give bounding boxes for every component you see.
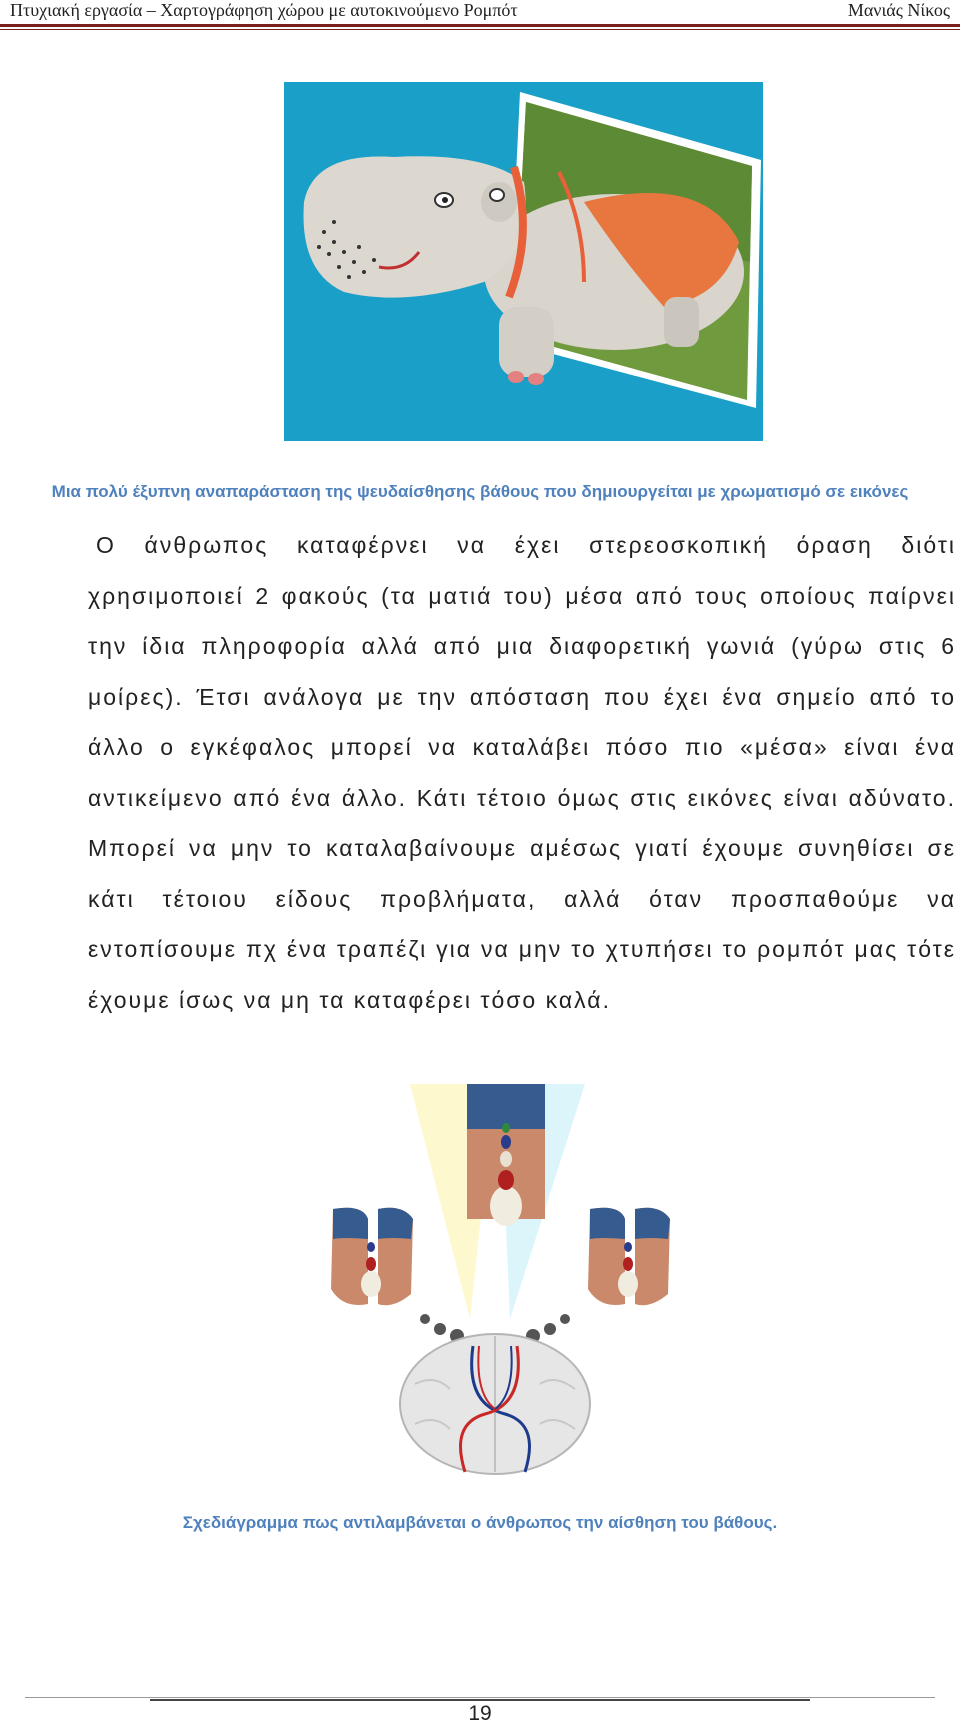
header-rule-thin — [0, 29, 960, 30]
footer-rule-thick — [150, 1699, 810, 1701]
header-author: Μανιάς Νίκος — [847, 0, 950, 20]
body-paragraph: Ο άνθρωπος καταφέρνει να έχει στερεοσκοπική όραση διότι χρησιμοποιεί 2 φακούς (τα ματιά του) μέσα από τους οποίους παίρνει την ίδια πληροφορία αλλά από μια διαφορετική γωνιά (γύρω στις 6 μοίρες). Έτσι ανάλογα με την απόσταση που έχει ένα σημείο από το άλλο ο εγκέφαλος μπορεί να καταλάβει πόσο πιο «μέσα» είναι ένα αντικείμενο από ένα άλλο. Κάτι τέτοιο όμως στις εικόνες είναι αδύνατο. Μπορεί να μην το καταλαβαίνουμε αμέσως γιατί έχουμε συνηθίσει σε κάτι τέτοιου είδους προβλήματα, αλλά όταν προσπαθούμε να εντοπίσουμε πχ ένα τραπέζι για να μην το χτυπήσει το ρομπότ μας τότε έχουμε ίσως να μη τα καταφέρει τόσο καλά. — [88, 532, 956, 1013]
header-rule — [0, 24, 960, 27]
header-title: Πτυχιακή εργασία – Χαρτογράφηση χώρου με αυτοκινούμενο Ρομπότ — [10, 0, 518, 20]
hippo-leg — [499, 307, 554, 377]
page-header — [0, 0, 960, 30]
figure2-caption: Σχεδιάγραμμα πως αντιλαμβάνεται ο άνθρωπος την αίσθηση του βάθους. — [182, 1513, 778, 1532]
figure1-caption: Μια πολύ έξυπνη αναπαράσταση της ψευδαίσθησης βάθους που δημιουργείται με χρωματισμό σε εικόνες — [51, 482, 909, 501]
brain-illustration — [400, 1334, 590, 1474]
footer-rule — [25, 1697, 935, 1698]
hippo-illusion-figure — [284, 82, 763, 441]
depth-perception-diagram — [355, 1084, 640, 1474]
right-eye-view — [588, 1208, 670, 1306]
left-eye-view — [331, 1208, 413, 1306]
page-number: 19 — [468, 1702, 492, 1725]
